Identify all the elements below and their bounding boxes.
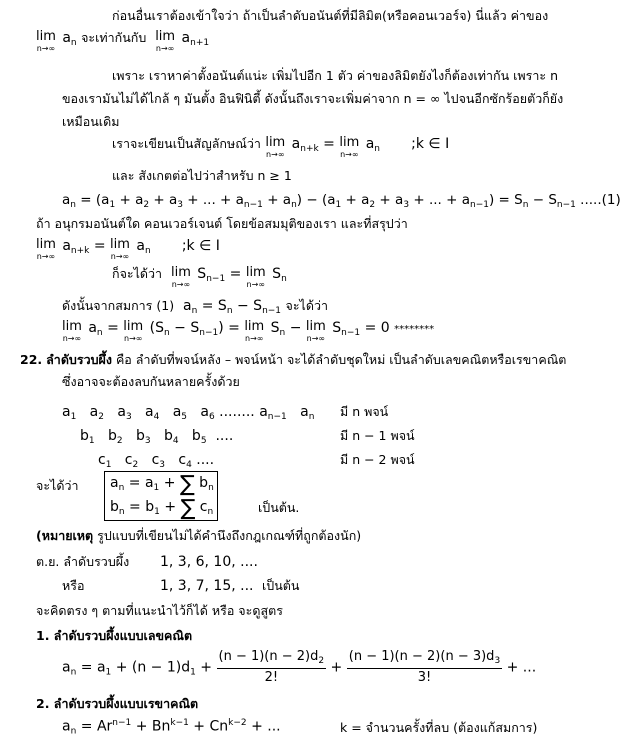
text-line-9: ถ้า อนุกรมอนันต์ใด คอนเวอร์เจนต์ โดยข้อสมมุติของเรา และที่สรุปว่า	[36, 216, 408, 231]
formula-bn: $b_n = b_1$ + ∑ $c_n$	[110, 496, 214, 521]
text-k-in-i-2: ;k ∈ I	[181, 238, 220, 254]
formula-line-11: ก็จะได้ว่า lim n→∞ $S_{n-1}$ = lim n→∞ $S_n$	[112, 265, 287, 289]
formula-arithmetic: $a_n = a_1 + (n - 1)d_1$ + $\frac{(n - 1)(n - 2)d_2}{2!}$ + $\frac{(n - 1)(n - 2)(n - 3)d_3}{3!}$ + ...	[62, 649, 537, 685]
text-line-1: ก่อนอื่นเราต้องเข้าใจว่า ถ้าเป็นลำดับอนันต์ที่มีลิมิต(หรือคอนเวอร์จ) นี่แล้ว ค่าของ	[112, 8, 549, 23]
text-line-5: เหมือนเดิม	[62, 114, 120, 129]
k-note: k = จำนวนครั้งที่ลบ (ต้องแก้สมการ)	[340, 720, 538, 735]
example-seq-1: 1, 3, 6, 10, ....	[160, 554, 258, 570]
seq-row-c: $c_1$ $c_2$ $c_3$ $c_4$ ....	[98, 452, 215, 470]
heading-geometric: 2. ลำดับรวบผึ้งแบบเรขาคณิต	[36, 696, 199, 711]
text-we-get-2: จะได้ว่า	[36, 478, 79, 493]
text-from-eq: ดังนั้นจากสมการ (1)	[62, 298, 175, 313]
formula-line-2: lim n→∞ $a_n$ จะเท่ากันกับ lim n→∞ $a_{n+1}$	[36, 29, 210, 53]
formula-an: $a_n = a_1$ + ∑ $b_n$	[110, 472, 214, 497]
item-number: 22.	[20, 352, 43, 367]
formula-line-13: lim n→∞ $a_n$ = lim n→∞ $(S_n - S_{n-1})$ = lim n→∞ $S_n$ − lim n→∞ $S_{n-1} = 0$ ********	[62, 319, 435, 343]
example-etc: เป็นต้น	[262, 578, 300, 593]
text-then: ก็จะได้ว่า	[112, 266, 163, 281]
formula-line-10: lim n→∞ $a_{n+k}$ = lim n→∞ $a_n$ ;k ∈ I	[36, 237, 220, 261]
note-text: รูปแบบที่เขียนไม่ได้คำนึงถึงกฎเกณฑ์ที่ถูกต้องนัก)	[93, 528, 362, 543]
note-line	[36, 528, 361, 543]
formula-line-12: ดังนั้นจากสมการ (1) $a_n = S_n - S_{n-1}$ จะได้ว่า	[62, 298, 328, 316]
note-heading: (หมายเหตุ	[36, 528, 94, 543]
seq-row-c-count: มี n − 2 พจน์	[340, 452, 415, 467]
formula-line-6: เราจะเขียนเป็นสัญลักษณ์ว่า lim n→∞ $a_{n+k}$ = lim n→∞ $a_n$ ;k ∈ I	[112, 135, 450, 159]
example-seq-2: 1, 3, 7, 15, ...	[160, 578, 254, 594]
text-line-3: เพราะ เราหาค่าตั้งอนันต์แน่ะ เพิ่มไปอีก 1 ตัว ค่าของลิมิตยังไงก็ต้องเท่ากัน เพราะ n	[112, 68, 559, 83]
text-line-15: ซึ่งอาจจะต้องลบกันหลายครั้งด้วย	[62, 374, 240, 389]
term-definition: คือ ลำดับที่พจน์หลัง – พจน์หน้า จะได้ลำดับชุดใหม่ เป็นลำดับเลขคณิตหรือเรขาคณิต	[111, 352, 567, 367]
seq-row-a-count: มี n พจน์	[340, 404, 389, 419]
or-label: หรือ	[62, 578, 85, 593]
term-heading: ลำดับรวบผึ้ง	[46, 352, 112, 367]
text-line-4: ของเรามันไม่ได้ไกล้ ๆ มันตั้ง อินฟินิตี้ ดังนั้นถึงเราจะเพิ่มค่าจาก n = ∞ ไปจนอีกซักร้อยตัวก็ยัง	[62, 91, 564, 106]
text-line-24: จะคิดตรง ๆ ตามที่แนะนำไว้ก็ได้ หรือ จะดูสูตร	[36, 603, 283, 618]
formula-line-8: $a_n = (a_1 + a_2 + a_3$ + ... + $a_{n-1} + a_n) - (a_1 + a_2 + a_3$ + ... + $a_{n-1}) = S_n - S_{n-1}$ .....(1)	[62, 192, 621, 210]
heading-arithmetic: 1. ลำดับรวบผึ้งแบบเลขคณิต	[36, 628, 193, 643]
text-we-get: จะได้ว่า	[285, 298, 328, 313]
text-eq-number: .....(1)	[580, 192, 621, 208]
text-etc: เป็นต้น.	[258, 500, 300, 515]
seq-row-a: $a_1$ $a_2$ $a_3$ $a_4$ $a_5$ $a_6$ ........ $a_{n-1}$ $a_n$	[62, 404, 315, 422]
text-k-in-i: ;k ∈ I	[411, 136, 450, 152]
text-equals-phrase: จะเท่ากันกับ	[81, 30, 147, 45]
seq-row-b: $b_1$ $b_2$ $b_3$ $b_4$ $b_5$ ....	[80, 428, 234, 446]
example-label: ต.ย. ลำดับรวบผึ้ง	[36, 554, 130, 569]
text-line-7: และ สังเกตต่อไปว่าสำหรับ n ≥ 1	[112, 168, 292, 183]
formula-geometric: $a_n = Ar^{n-1} + Bn^{k-1} + Cn^{k-2}$ + ...	[62, 718, 281, 737]
text-stars: ********	[394, 324, 435, 335]
text-symbol-intro: เราจะเขียนเป็นสัญลักษณ์ว่า	[112, 136, 261, 151]
item-22	[20, 352, 566, 367]
seq-row-b-count: มี n − 1 พจน์	[340, 428, 415, 443]
